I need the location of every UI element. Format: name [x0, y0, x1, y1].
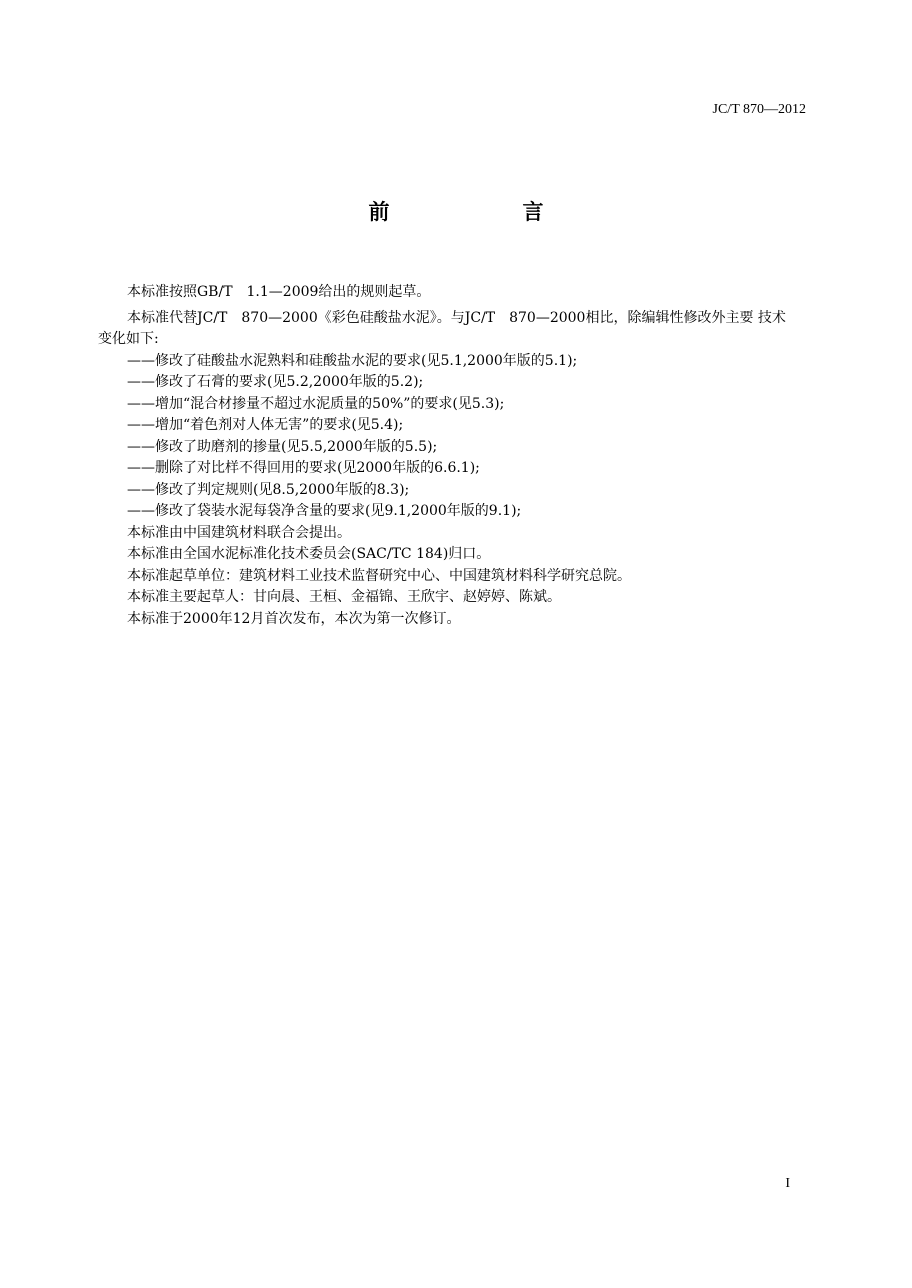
paragraph-proposer: 本标准由中国建筑材料联合会提出。	[127, 524, 351, 541]
list-item-change: ——删除了对比样不得回用的要求(见2000年版的6.6.1);	[127, 460, 480, 476]
list-item-change: ——修改了助磨剂的掺量(见5.5,2000年版的5.5);	[127, 438, 438, 455]
list-item-change: ——修改了石膏的要求(见5.2,2000年版的5.2);	[127, 374, 424, 390]
paragraph-drafting-units: 本标准起草单位：建筑材料工业技术监督研究中心、中国建筑材料科学研究总院。	[127, 567, 631, 584]
list-item-change: ——增加“混合材掺量不超过水泥质量的50%”的要求(见5.3);	[127, 395, 505, 412]
paragraph-technical-committee: 本标准由全国水泥标准化技术委员会(SAC/TC 184)归口。	[127, 546, 491, 562]
page-title: 前 言	[368, 200, 600, 224]
list-item-change: ——修改了判定规则(见8.5,2000年版的8.3);	[127, 481, 410, 498]
standard-code-header: JC/T 870—2012	[712, 102, 806, 117]
paragraph-drafting-rules: 本标准按照GB/T 1.1—2009给出的规则起草。	[127, 284, 431, 300]
foreword-body	[98, 282, 798, 630]
list-item-change: ——修改了袋装水泥每袋净含量的要求(见9.1,2000年版的9.1);	[127, 503, 522, 519]
paragraph-replacement-note: 本标准代替JC/T 870—2000《彩色硅酸盐水泥》。与JC/T 870—2000相比，除编辑性修改外主要 技术变化如下:	[98, 309, 786, 347]
list-item-change: ——增加“着色剂对人体无害”的要求(见5.4);	[127, 417, 404, 433]
list-item-change: ——修改了硅酸盐水泥熟料和硅酸盐水泥的要求(见5.1,2000年版的5.1);	[127, 352, 578, 369]
page-number: I	[785, 1176, 790, 1191]
paragraph-main-drafters: 本标准主要起草人：甘向晨、王桓、金福锦、王欣宇、赵婷婷、陈斌。	[127, 589, 561, 605]
paragraph-publication-history: 本标准于2000年12月首次发布，本次为第一次修订。	[127, 610, 461, 627]
